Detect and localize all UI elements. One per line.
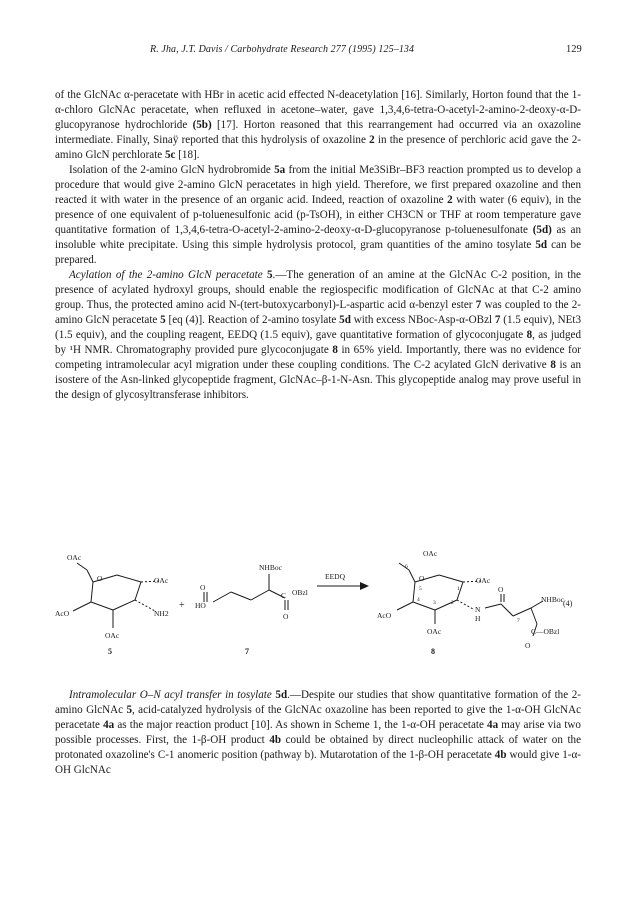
label-8-ester-o: O <box>525 641 531 650</box>
label-8-h: H <box>475 614 481 623</box>
label-7-ho: HO <box>195 601 206 610</box>
label-7-nhboc: NHBoc <box>259 563 282 572</box>
label-8-ring-oxygen: O <box>419 574 425 583</box>
reagent-eedq: EEDQ <box>325 572 345 581</box>
section-heading-acyl-transfer: Intramolecular O–N acyl transfer in tosylate <box>69 689 272 701</box>
label-8-pos-6: 6 <box>405 564 408 570</box>
label-5-ring-oxygen: O <box>97 574 103 583</box>
label-8-c-obzl: C—OBzl <box>531 627 560 636</box>
plus-sign: + <box>179 600 185 611</box>
reaction-scheme-drawing <box>55 550 581 662</box>
paragraph-2: Isolation of the 2-amino GlcN hydrobromide 5a from the initial Me3SiBr–BF3 reaction prompted us to develop a procedure that would give 2-amino GlcN peracetates in high yield. Therefore, we first prepared oxazoline and then reacted it with water in the presence of an organic acid. Indeed, reaction of oxazoline 2 with water (6 equiv), in the presence of one equivalent of p-toluenesulfonic acid (p-TsOH), in either CH3CN or THF at room temperature gave quantitative formation of 1,3,4,6-tetra-O-acetyl-2-amino-2-deoxy-α-D-glucopyranose p-toluenesulfonate (5d) as an insoluble white precipitate. Using this simple hydrolysis protocol, gram quantities of the amino tosylate 5d can be prepared. <box>55 164 582 267</box>
label-8-oac-bottom: OAc <box>427 627 442 636</box>
label-5-oac-bottom: OAc <box>105 631 120 640</box>
label-8-pos-4: 4 <box>417 597 420 603</box>
label-7-obzl: OBzl <box>292 588 308 597</box>
label-8-aco: AcO <box>377 611 392 620</box>
running-head: R. Jha, J.T. Davis / Carbohydrate Research 277 (1995) 125–134 <box>150 44 415 55</box>
label-7-carbonyl-o-left: O <box>200 583 206 592</box>
compound-5-label: 5 <box>108 647 112 656</box>
label-7-carbonyl-o-right: O <box>283 612 289 621</box>
label-8-n: N <box>475 605 481 614</box>
label-7-c: C <box>281 591 287 600</box>
page-header <box>0 44 635 60</box>
page-number: 129 <box>566 44 582 55</box>
label-5-oac-top: OAc <box>67 553 82 562</box>
compound-8-label: 8 <box>431 647 435 656</box>
label-5-aco: AcO <box>55 609 70 618</box>
label-8-nhboc: NHBoc <box>541 595 564 604</box>
label-5-oac-anomeric: OAc <box>154 576 169 585</box>
paragraph-3: Acylation of the 2-amino GlcN peracetate 5.—The generation of an amine at the GlcNAc C-2 position, in the presence of acylated hydroxyl groups, should enable the regiospecific modification of GlcNAc at that C-2 amino group. Thus, the protected amino acid N-(tert-butoxycarbonyl)-L-aspartic acid α-benzyl ester 7 was coupled to the 2-amino GlcN peracetate 5 [eq (4)]. Reaction of 2-amino tosylate 5d with excess NBoc-Asp-α-OBzl 7 (1.5 equiv), NEt3 (1.5 equiv), and the coupling reagent, EEDQ (1.5 equiv), gave quantitative formation of glycoconjugate 8, as judged by ¹H NMR. Chromatography provided pure glycoconjugate 8 in 65% yield. Importantly, there was no evidence for competing intramolecular acyl migration under these coupling conditions. The C-2 acylated GlcN derivative 8 is an isostere of the Asn-linked glycopeptide fragment, GlcNAc–β-1-N-Asn. This glycopeptide analog may prove useful in the design of glycosyltransferase inhibitors. <box>55 269 582 402</box>
text-upper <box>55 88 581 403</box>
label-8-pos-7: 7 <box>517 618 520 624</box>
label-8-oac-anomeric: OAc <box>476 576 491 585</box>
equation-number: (4) <box>563 599 573 608</box>
compound-7-label: 7 <box>245 647 249 656</box>
label-8-pos-1: 1 <box>457 586 460 592</box>
label-8-amide-o: O <box>498 585 504 594</box>
label-8-pos-5: 5 <box>419 586 422 592</box>
label-8-oac-top: OAc <box>423 550 438 558</box>
label-8-pos-3: 3 <box>433 600 436 606</box>
paragraph-1: of the GlcNAc α-peracetate with HBr in acetic acid effected N-deacetylation [16]. Similarly, Horton found that the 1-α-chloro GlcNAc peracetate, when refluxed in acetone–water, gave 1,3,4,6-tetra-O-acetyl-2-amino-2-deoxy-α-D-glucopyranose hydrochloride (5b) [17]. Horton reasoned that this rearrangement had occurred via an oxazoline intermediate. Finally, Sinaÿ reported that this hydrolysis of oxazoline 2 in the presence of perchloric acid gave the 2-amino GlcN perchlorate 5c [18]. <box>55 89 581 162</box>
text-lower <box>55 688 581 778</box>
section-heading-acylation: Acylation of the 2-amino GlcN peracetate <box>69 269 263 282</box>
label-8-pos-2: 2 <box>451 600 454 606</box>
reaction-scheme-eq4 <box>55 550 581 662</box>
paragraph-4: Intramolecular O–N acyl transfer in tosylate 5d.—Despite our studies that show quantitative formation of the 2-amino GlcNAc 5, acid-catalyzed hydrolysis of the GlcNAc oxazoline has been reported to give the 1-α-OH GlcNAc peracetate 4a as the major reaction product [10]. As shown in Scheme 1, the 1-α-OH peracetate 4a may arise via two possible processes. First, the 1-β-OH product 4b could be obtained by direct nucleophilic attack of water on the protonated oxazoline's C-1 anomeric position (pathway b). Mutarotation of the 1-β-OH peracetate 4b would give 1-α-OH GlcNAc <box>55 689 582 777</box>
label-5-nh2: NH2 <box>154 609 169 618</box>
